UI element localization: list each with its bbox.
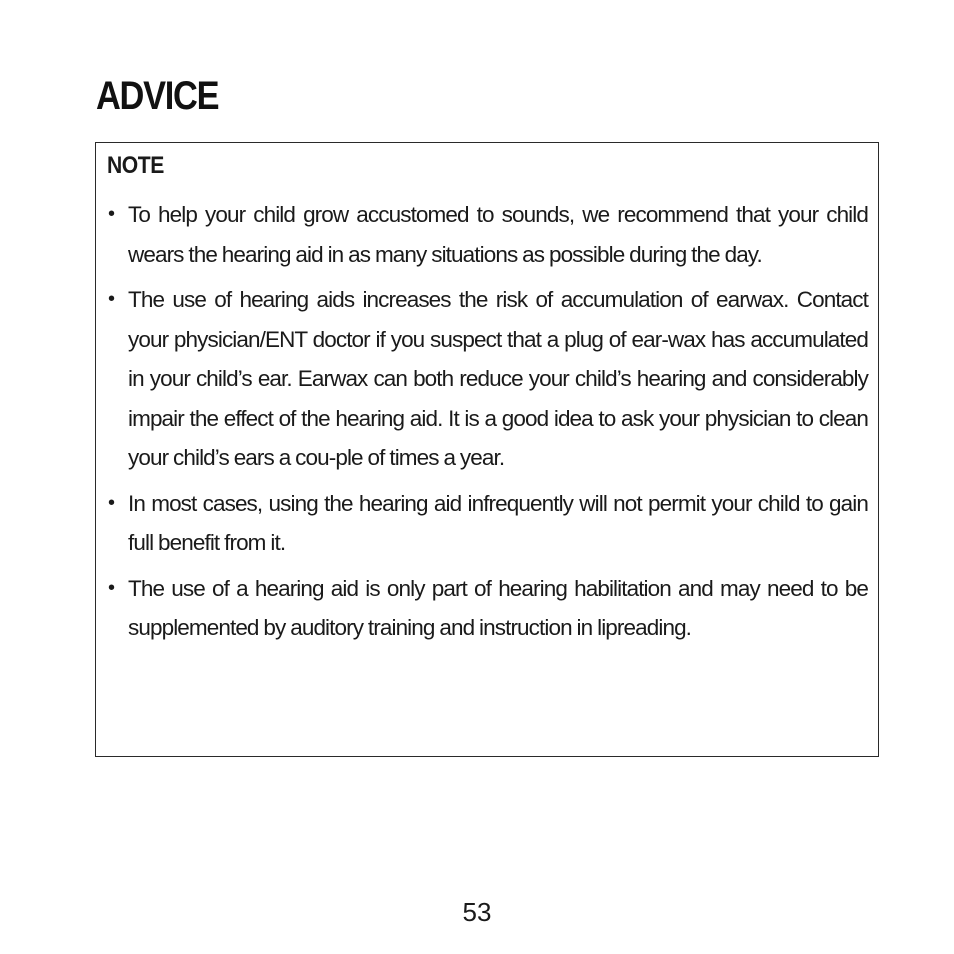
page-number: 53 (462, 897, 492, 927)
note-item-earwax (96, 280, 878, 478)
note-item-text: The use of a hearing aid is only part of hearing habilitation and may need to be supplemented by auditory training and instruction in lipreading. (128, 575, 868, 640)
note-item-text: To help your child grow accustomed to sounds, we recommend that your child wears the hearing aid in as many situations as possible during the day. (128, 202, 868, 267)
bullet-icon: • (108, 288, 115, 310)
note-heading: NOTE (107, 152, 164, 179)
note-list (96, 195, 878, 654)
note-item-accustom (96, 195, 878, 274)
bullet-icon: • (108, 576, 115, 599)
note-item-text: The use of hearing aids increases the risk of accumulation of earwax. Contact your physician/ENT doctor if you suspect that a plug of ear-wax has accumulated in your child’s ear. Earwax can both reduce your child’s hearing and considerably impair the effect of the hearing aid. It is a good idea to ask your physician to clean your child’s ears a cou-ple of times a year. (128, 287, 868, 470)
note-item-infrequent-use (96, 484, 878, 563)
note-box (95, 142, 879, 757)
bullet-icon: • (108, 203, 115, 225)
bullet-icon: • (108, 491, 115, 514)
note-item-text: In most cases, using the hearing aid infrequently will not permit your child to gain full benefit from it. (128, 490, 868, 555)
page-title: ADVICE (96, 74, 219, 118)
note-item-habilitation (96, 569, 878, 648)
